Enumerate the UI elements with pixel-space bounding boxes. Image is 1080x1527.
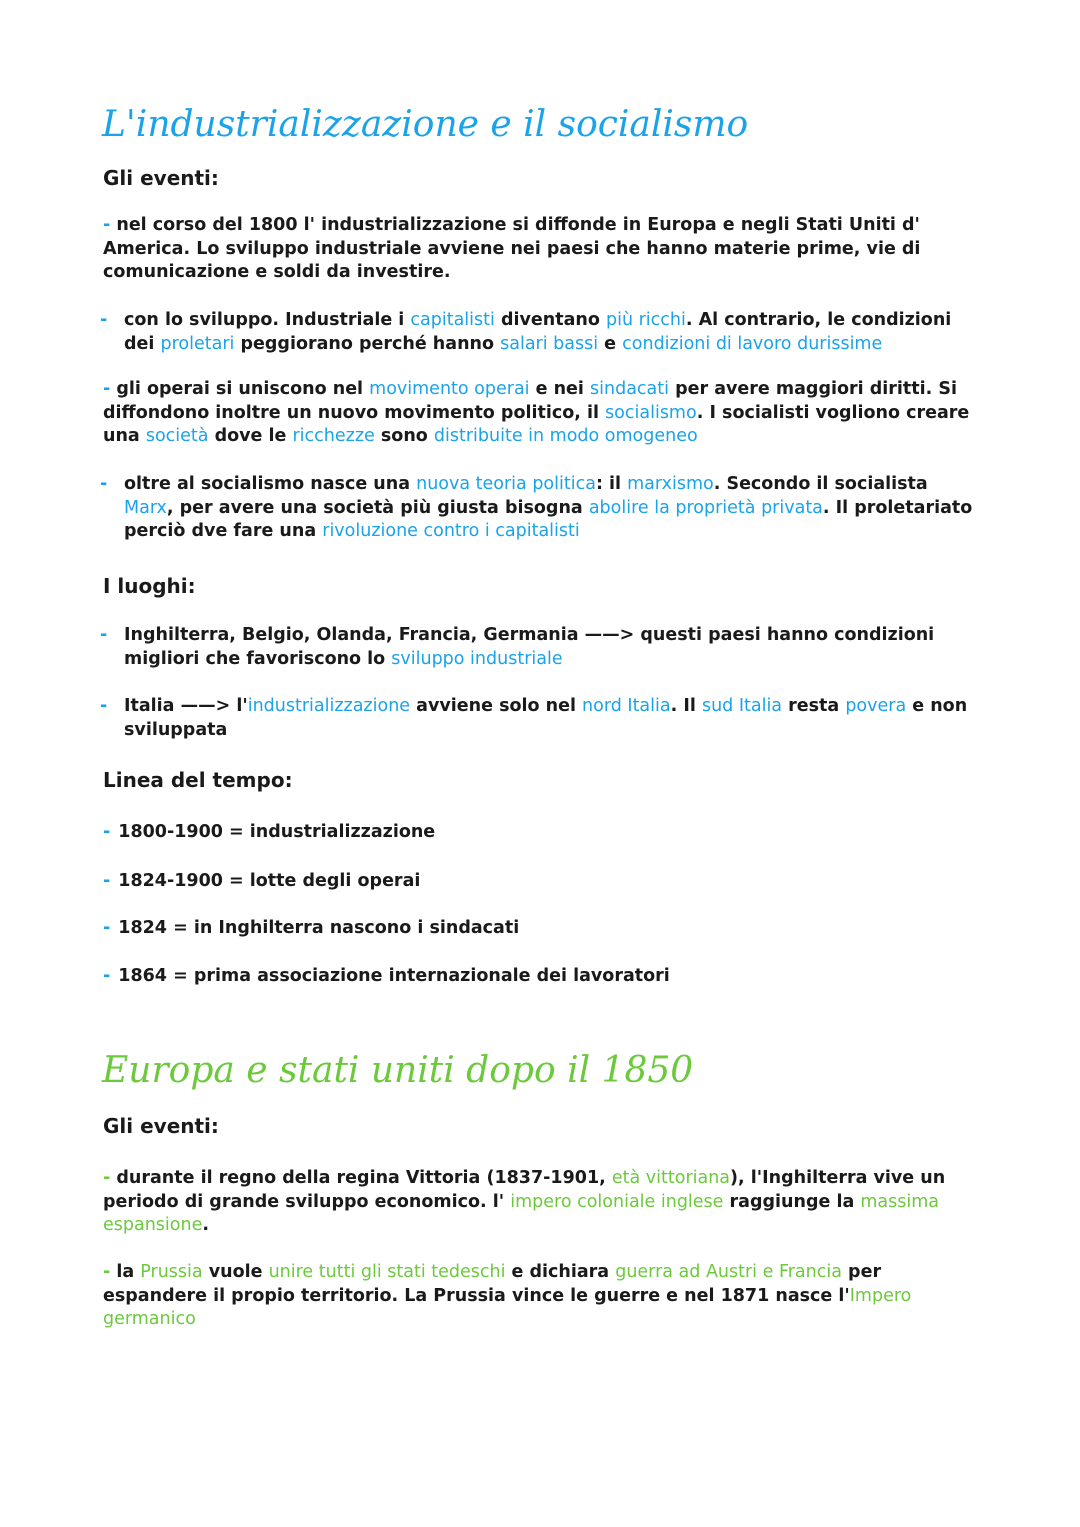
bullet-dash: - — [103, 379, 111, 399]
timeline-text: 1824 = in Inghilterra nascono i sindacati — [118, 918, 520, 938]
section2-paragraph-2 — [103, 1261, 983, 1332]
text-run: raggiunge la — [723, 1191, 861, 1212]
section1-paragraph-1 — [103, 214, 983, 285]
text-run: con lo sviluppo. Industriale i — [124, 310, 411, 330]
text-run: . I socialisti vogliono creare una — [103, 402, 970, 446]
text-run: . Al contrario, le condizioni dei — [124, 310, 952, 354]
bullet-dash: - — [100, 625, 108, 645]
text-run: vuole — [202, 1262, 269, 1282]
text-run: per avere maggiori diritti. Si diffondono inoltre un nuovo movimento politico, il — [103, 379, 957, 423]
bullet-dash: - — [100, 310, 108, 330]
timeline-item — [103, 871, 420, 891]
text-run: e dichiara — [505, 1262, 616, 1282]
highlight-movimento-operai: movimento operai — [369, 379, 530, 399]
section1-eventi-heading: Gli eventi: — [103, 166, 219, 190]
highlight-societa: società — [145, 426, 209, 446]
bullet-dash: - — [103, 215, 111, 235]
section1-paragraph-5 — [100, 624, 980, 671]
highlight-socialismo: socialismo — [605, 402, 697, 423]
text-run: . Il — [670, 696, 702, 716]
highlight-condizioni-lavoro: condizioni di lavoro durissime — [622, 333, 883, 354]
section2-eventi-heading: Gli eventi: — [103, 1114, 219, 1138]
text-run: Inghilterra, Belgio, Olanda, Francia, Germania ——> questi paesi hanno condizioni migliori che favoriscono lo — [124, 625, 935, 669]
text-run: per espandere il propio territorio. La Prussia vince le guerre e nel 1871 nasce l' — [103, 1262, 882, 1306]
section2-title: Europa e stati uniti dopo il 1850 — [102, 1050, 694, 1091]
highlight-rivoluzione: rivoluzione contro i capitalisti — [322, 521, 580, 541]
paragraph-text: nel corso del 1800 l' industrializzazione si diffonde in Europa e negli Stati Uniti d' America. Lo sviluppo industriale avviene nei paesi che hanno materie prime, vie di comunicazione e soldi da investire. — [103, 215, 921, 282]
highlight-salari-bassi: salari bassi — [500, 333, 599, 354]
bullet-dash: - — [103, 822, 111, 842]
highlight-sviluppo-industriale: sviluppo industriale — [391, 648, 563, 669]
highlight-massima-espansione: massima espansione — [103, 1191, 939, 1235]
highlight-povera: povera — [845, 696, 907, 716]
highlight-distribuite: distribuite in modo omogeneo — [433, 426, 698, 446]
timeline-text: 1800-1900 = industrializzazione — [118, 822, 436, 842]
timeline-text: 1824-1900 = lotte degli operai — [118, 871, 421, 891]
highlight-marxismo: marxismo — [627, 474, 714, 494]
highlight-prussia: Prussia — [140, 1262, 203, 1282]
section2-paragraph-1 — [103, 1167, 983, 1238]
highlight-impero-coloniale: impero coloniale inglese — [510, 1191, 724, 1212]
text-run: sono — [374, 426, 434, 446]
text-run: ), l'Inghilterra vive un periodo di grande sviluppo economico. l' — [103, 1168, 946, 1212]
text-run: . Secondo il socialista — [713, 474, 928, 494]
bullet-dash: - — [103, 1262, 111, 1282]
section1-paragraph-6 — [100, 695, 980, 742]
section1-title: L'industrializzazione e il socialismo — [102, 104, 749, 145]
bullet-dash: - — [103, 871, 111, 891]
timeline-item — [103, 966, 670, 986]
highlight-sindacati: sindacati — [590, 379, 669, 399]
highlight-ricchezze: ricchezze — [292, 426, 375, 446]
text-run: diventano — [494, 310, 606, 330]
section1-paragraph-2 — [100, 309, 980, 356]
text-run: Italia ——> l' — [124, 696, 248, 716]
section1-paragraph-4 — [100, 473, 980, 544]
highlight-sud-italia: sud Italia — [701, 696, 783, 716]
text-run: peggiorano perché hanno — [234, 333, 501, 354]
bullet-dash: - — [103, 1168, 111, 1188]
text-run: e non sviluppata — [124, 696, 968, 740]
text-run: resta — [782, 696, 846, 716]
highlight-impero-germanico: Impero germanico — [103, 1285, 912, 1329]
text-run: la — [110, 1262, 141, 1282]
timeline-text: 1864 = prima associazione internazionale dei lavoratori — [118, 966, 670, 986]
text-run: . Il proletariato perciò dve fare una — [124, 497, 973, 541]
timeline-item — [103, 918, 519, 938]
section1-luoghi-heading: I luoghi: — [103, 574, 196, 598]
text-run: gli operai si uniscono nel — [110, 379, 370, 399]
text-run: oltre al socialismo nasce una — [124, 474, 417, 494]
text-run: avviene solo nel — [410, 696, 583, 716]
bullet-dash: - — [103, 918, 111, 938]
text-run: e nei — [529, 379, 591, 399]
text-run: durante il regno della regina Vittoria (1837-1901, — [110, 1168, 612, 1188]
text-run: . — [202, 1215, 210, 1235]
timeline-item — [103, 822, 435, 842]
highlight-eta-vittoriana: età vittoriana — [611, 1168, 731, 1188]
text-run: , per avere una società più giusta bisogna — [166, 497, 589, 518]
highlight-industrializzazione: industrializzazione — [247, 696, 411, 716]
highlight-piu-ricchi: più ricchi — [605, 310, 686, 330]
highlight-guerra: guerra ad Austri e Francia — [615, 1262, 842, 1282]
bullet-dash: - — [100, 696, 108, 716]
bullet-dash: - — [103, 966, 111, 986]
section1-linea-heading: Linea del tempo: — [103, 768, 293, 792]
section1-paragraph-3 — [103, 378, 983, 449]
highlight-proletari: proletari — [160, 333, 235, 354]
highlight-abolire: abolire la proprietà privata — [588, 497, 823, 518]
text-run: dove le — [208, 426, 293, 446]
highlight-nuova-teoria: nuova teoria politica — [416, 474, 596, 494]
highlight-nord-italia: nord Italia — [582, 696, 671, 716]
text-run: e — [598, 333, 623, 354]
bullet-dash: - — [100, 474, 108, 494]
highlight-unire-stati: unire tutti gli stati tedeschi — [268, 1262, 506, 1282]
highlight-capitalisti: capitalisti — [410, 310, 495, 330]
text-run: : il — [595, 474, 628, 494]
highlight-marx: Marx — [124, 497, 167, 518]
